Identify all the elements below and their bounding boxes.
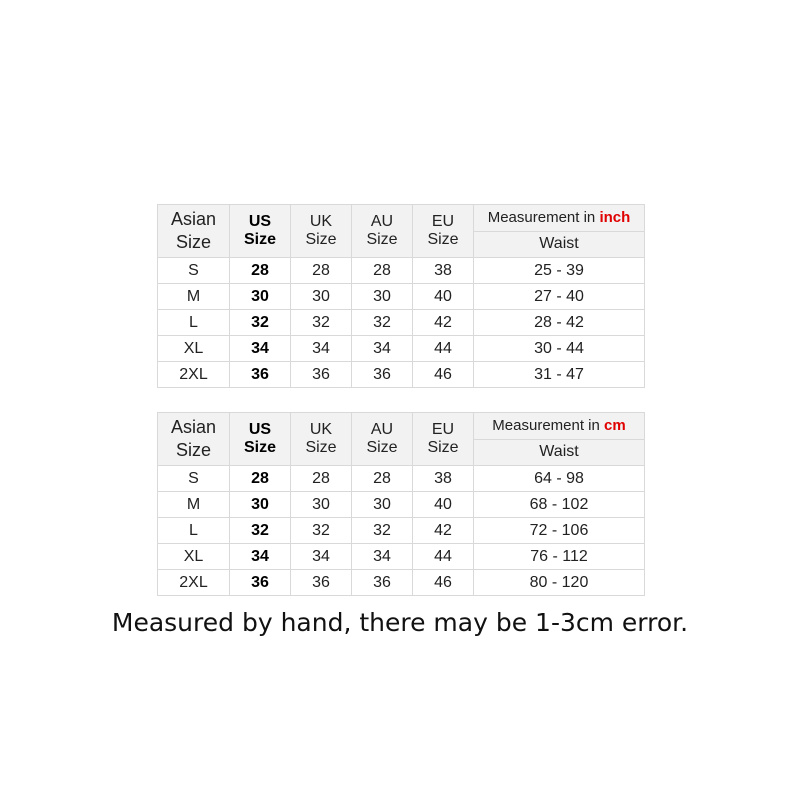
- unit-label: inch: [599, 208, 631, 226]
- table-body: [158, 466, 645, 596]
- uk-size-cell: 28: [291, 466, 352, 492]
- us-size-cell: 30: [230, 284, 291, 310]
- asian-size-cell: L: [158, 518, 230, 544]
- header-measurement: Measurement in cm: [474, 413, 645, 440]
- header-au-size: AU Size: [352, 413, 413, 466]
- table-row: [158, 310, 645, 336]
- waist-cell: 30 - 44: [474, 336, 645, 362]
- header-asian-size: Asian Size: [158, 205, 230, 258]
- asian-size-cell: M: [158, 492, 230, 518]
- us-size-cell: 30: [230, 492, 291, 518]
- asian-size-cell: M: [158, 284, 230, 310]
- eu-size-cell: 38: [413, 466, 474, 492]
- table-row: [158, 336, 645, 362]
- header-us-size: US Size: [230, 205, 291, 258]
- eu-size-cell: 40: [413, 284, 474, 310]
- table-row: [158, 362, 645, 388]
- size-chart-cm: [157, 412, 645, 596]
- header-waist: Waist: [474, 231, 645, 258]
- table-body: [158, 258, 645, 388]
- asian-size-cell: 2XL: [158, 362, 230, 388]
- header-us-size: US Size: [230, 413, 291, 466]
- eu-size-cell: 46: [413, 362, 474, 388]
- unit-label: cm: [604, 416, 626, 434]
- uk-size-cell: 30: [291, 284, 352, 310]
- uk-size-cell: 30: [291, 492, 352, 518]
- uk-size-cell: 34: [291, 336, 352, 362]
- waist-cell: 80 - 120: [474, 570, 645, 596]
- table-row: [158, 258, 645, 284]
- asian-size-cell: S: [158, 466, 230, 492]
- au-size-cell: 32: [352, 518, 413, 544]
- asian-size-cell: 2XL: [158, 570, 230, 596]
- size-chart-inch: [157, 204, 645, 388]
- uk-size-cell: 34: [291, 544, 352, 570]
- eu-size-cell: 38: [413, 258, 474, 284]
- uk-size-cell: 32: [291, 310, 352, 336]
- asian-size-cell: L: [158, 310, 230, 336]
- au-size-cell: 30: [352, 284, 413, 310]
- waist-cell: 76 - 112: [474, 544, 645, 570]
- au-size-cell: 34: [352, 544, 413, 570]
- us-size-cell: 34: [230, 336, 291, 362]
- us-size-cell: 28: [230, 466, 291, 492]
- table-row: [158, 570, 645, 596]
- eu-size-cell: 46: [413, 570, 474, 596]
- au-size-cell: 32: [352, 310, 413, 336]
- table-row: [158, 492, 645, 518]
- table-row: [158, 466, 645, 492]
- us-size-cell: 32: [230, 310, 291, 336]
- uk-size-cell: 36: [291, 570, 352, 596]
- header-asian-size: Asian Size: [158, 413, 230, 466]
- asian-size-cell: XL: [158, 336, 230, 362]
- au-size-cell: 30: [352, 492, 413, 518]
- table-row: [158, 544, 645, 570]
- waist-cell: 72 - 106: [474, 518, 645, 544]
- au-size-cell: 28: [352, 466, 413, 492]
- uk-size-cell: 36: [291, 362, 352, 388]
- au-size-cell: 28: [352, 258, 413, 284]
- us-size-cell: 36: [230, 570, 291, 596]
- uk-size-cell: 32: [291, 518, 352, 544]
- header-au-size: AU Size: [352, 205, 413, 258]
- table-row: [158, 284, 645, 310]
- waist-cell: 68 - 102: [474, 492, 645, 518]
- asian-size-cell: S: [158, 258, 230, 284]
- au-size-cell: 36: [352, 362, 413, 388]
- eu-size-cell: 42: [413, 518, 474, 544]
- header-row: [158, 413, 645, 440]
- header-uk-size: UK Size: [291, 413, 352, 466]
- measurement-note: Measured by hand, there may be 1-3cm error.: [111, 608, 689, 637]
- au-size-cell: 34: [352, 336, 413, 362]
- waist-cell: 25 - 39: [474, 258, 645, 284]
- us-size-cell: 36: [230, 362, 291, 388]
- waist-cell: 64 - 98: [474, 466, 645, 492]
- uk-size-cell: 28: [291, 258, 352, 284]
- header-uk-size: UK Size: [291, 205, 352, 258]
- header-eu-size: EU Size: [413, 205, 474, 258]
- asian-size-cell: XL: [158, 544, 230, 570]
- waist-cell: 28 - 42: [474, 310, 645, 336]
- header-row: [158, 205, 645, 232]
- au-size-cell: 36: [352, 570, 413, 596]
- eu-size-cell: 40: [413, 492, 474, 518]
- header-waist: Waist: [474, 439, 645, 466]
- waist-cell: 31 - 47: [474, 362, 645, 388]
- waist-cell: 27 - 40: [474, 284, 645, 310]
- table-row: [158, 518, 645, 544]
- us-size-cell: 34: [230, 544, 291, 570]
- eu-size-cell: 44: [413, 336, 474, 362]
- header-eu-size: EU Size: [413, 413, 474, 466]
- header-measurement: Measurement in inch: [474, 205, 645, 232]
- eu-size-cell: 44: [413, 544, 474, 570]
- us-size-cell: 32: [230, 518, 291, 544]
- us-size-cell: 28: [230, 258, 291, 284]
- eu-size-cell: 42: [413, 310, 474, 336]
